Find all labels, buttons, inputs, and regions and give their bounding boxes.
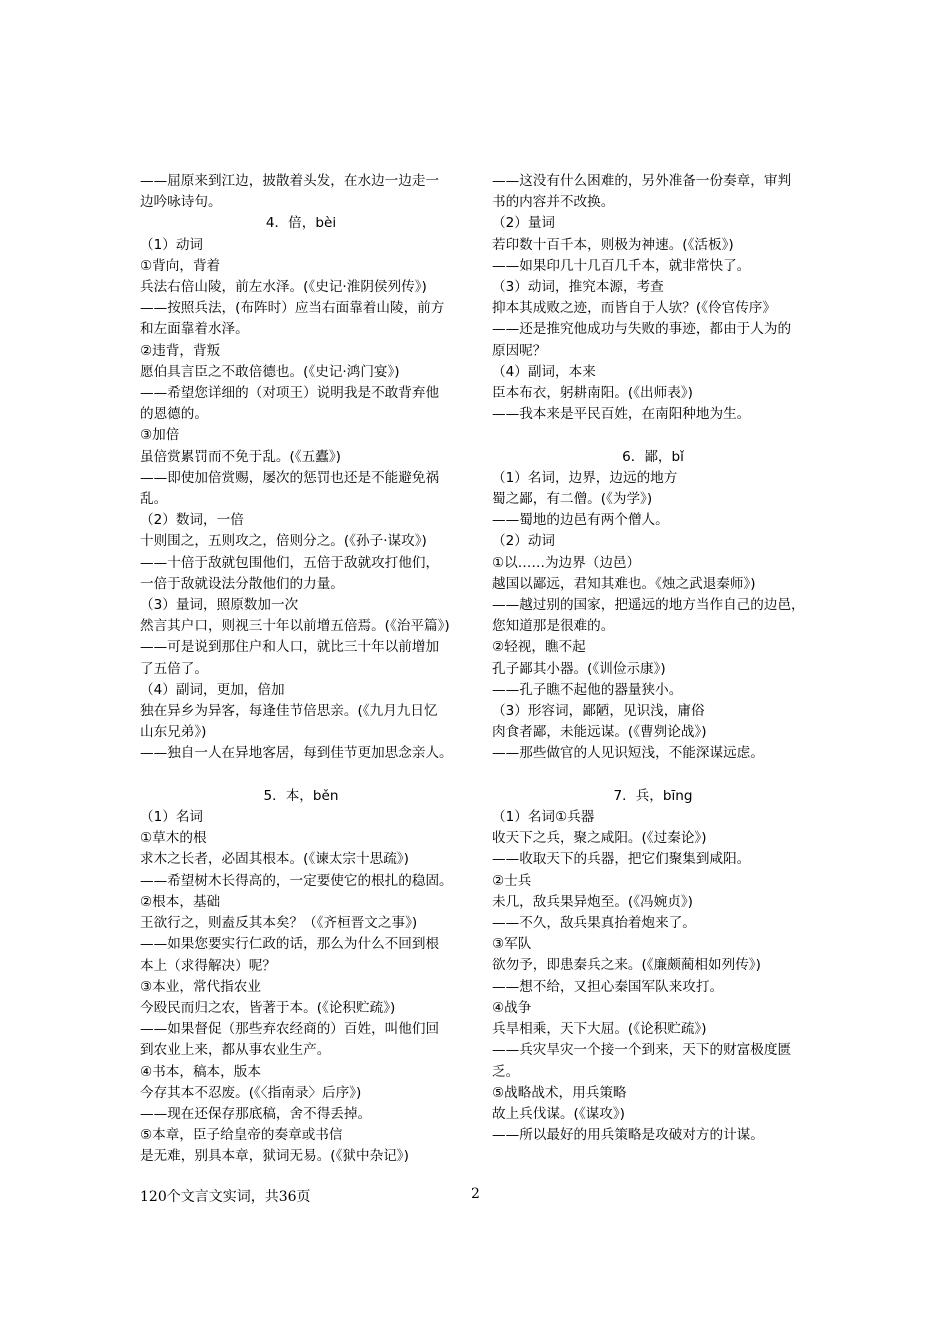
text-line: 本上（求得解决）呢？ bbox=[140, 957, 276, 974]
text-line: ——收取天下的兵器，把它们聚集到咸阳。 bbox=[492, 851, 751, 868]
text-line: ③加倍 bbox=[140, 427, 180, 444]
footer-doc-label: 120个文言文实词，共36页 bbox=[140, 1189, 311, 1205]
text-line: 乱。 bbox=[140, 491, 168, 508]
text-line: 十则围之，五则攻之，倍则分之。(《孙子·谋攻》) bbox=[140, 533, 427, 550]
entry-heading: 4．倍，bèi bbox=[265, 215, 337, 232]
text-line: 乏。 bbox=[492, 1063, 520, 1080]
text-line: ——现在还保存那底稿，舍不得丢掉。 bbox=[140, 1105, 372, 1122]
text-line: 兵旱相乘，天下大屈。(《论积贮疏》) bbox=[492, 1021, 707, 1038]
entry-heading: 6．鄙，bǐ bbox=[622, 448, 684, 465]
text-line: ——希望您详细的（对项王）说明我是不敢背弃他 bbox=[140, 385, 440, 402]
text-line: ③本业，常代指农业 bbox=[140, 978, 261, 995]
text-line: ——越过别的国家，把遥远的地方当作自己的边邑， bbox=[492, 597, 805, 614]
text-line: （3）形容词，鄙陋，见识浅，庸俗 bbox=[492, 703, 705, 720]
text-line: 是无难，别具本章，狱词无易。(《狱中杂记》) bbox=[140, 1148, 409, 1165]
text-line: ①以……为边界（边邑） bbox=[492, 554, 641, 571]
text-line: 兵法右倍山陵，前左水泽。(《史记·淮阴侯列传》) bbox=[140, 279, 427, 296]
left-column bbox=[140, 171, 462, 1168]
text-line: 山东兄弟》) bbox=[140, 724, 207, 741]
text-line: 抑本其成败之迹，而皆自于人欤？(《伶官传序》 bbox=[492, 300, 776, 317]
spacer bbox=[140, 765, 462, 786]
text-line: 原因呢？ bbox=[492, 342, 547, 359]
text-line: ④书本，稿本，版本 bbox=[140, 1063, 261, 1080]
text-line: 今殴民而归之农，皆著于本。(《论积贮疏》) bbox=[140, 999, 396, 1016]
text-line: ——蜀地的边邑有两个僧人。 bbox=[492, 512, 669, 529]
text-line: （3）动词，推究本源，考查 bbox=[492, 279, 664, 296]
text-line: ⑤本章，臣子给皇帝的奏章或书信 bbox=[140, 1127, 343, 1144]
text-line: ②士兵 bbox=[492, 872, 532, 889]
text-line: ②根本，基础 bbox=[140, 893, 221, 910]
entry-heading: 5．本，běn bbox=[263, 787, 339, 804]
text-line: 王欲行之，则盍反其本矣？（《齐桓晋文之事》) bbox=[140, 915, 418, 932]
text-line: 一倍于敌就设法分散他们的力量。 bbox=[140, 575, 344, 592]
text-line: 求木之长者，必固其根本。(《谏太宗十思疏》) bbox=[140, 851, 409, 868]
text-line: 臣本布衣，躬耕南阳。(《出师表》) bbox=[492, 385, 693, 402]
text-line: （3）量词，照原数加一次 bbox=[140, 597, 299, 614]
text-line: ——不久，敌兵果真抬着炮来了。 bbox=[492, 915, 696, 932]
text-line: 边吟咏诗句。 bbox=[140, 194, 222, 211]
text-line: （2）数词，一倍 bbox=[140, 512, 244, 529]
text-line: 独在异乡为异客，每逢佳节倍思亲。(《九月九日忆 bbox=[140, 703, 438, 720]
text-line: （1）名词①兵器 bbox=[492, 809, 595, 826]
text-line: ——这没有什么困难的，另外准备一份奏章，审判 bbox=[492, 173, 792, 189]
text-line: （4）副词，本来 bbox=[492, 363, 596, 380]
text-line: 了五倍了。 bbox=[140, 660, 208, 677]
text-line: （1）名词 bbox=[140, 809, 204, 826]
text-line: ——还是推究他成功与失败的事迹，都由于人为的 bbox=[492, 321, 792, 338]
text-line: 和左面靠着水泽。 bbox=[140, 321, 249, 338]
text-line: 若印数十百千本，则极为神速。(《活板》) bbox=[492, 236, 734, 253]
text-line: （2）动词 bbox=[492, 533, 556, 550]
text-line: 虽倍赏累罚而不免于乱。(《五蠹》) bbox=[140, 448, 341, 465]
page-number: 2 bbox=[471, 1186, 480, 1202]
text-line: ①背向，背着 bbox=[140, 257, 221, 274]
entry-heading: 7．兵，bīng bbox=[613, 787, 693, 804]
text-line: 故上兵伐谋。(《谋攻》) bbox=[492, 1105, 625, 1122]
text-line: 越国以鄙远，君知其难也。《烛之武退秦师》) bbox=[492, 575, 756, 592]
text-line: 肉食者鄙，未能远谋。(《曹刿论战》) bbox=[492, 724, 707, 741]
text-line: ——如果印几十几百几千本，就非常快了。 bbox=[492, 257, 751, 274]
text-line: ——孔子瞧不起他的器量狭小。 bbox=[492, 681, 683, 698]
text-line: ④战争 bbox=[492, 999, 532, 1016]
text-line: 孔子鄙其小器。(《训俭示康》) bbox=[492, 660, 666, 677]
text-line: ——所以最好的用兵策略是攻破对方的计谋。 bbox=[492, 1127, 764, 1144]
text-line: ②轻视，瞧不起 bbox=[492, 639, 586, 656]
text-line: ②违背，背叛 bbox=[140, 342, 221, 359]
text-line: ——按照兵法，(布阵时）应当右面靠着山陵，前方 bbox=[140, 300, 445, 317]
text-line: 今存其本不忍废。(《〈指南录〉后序》) bbox=[140, 1084, 362, 1101]
text-line: 愿伯具言臣之不敢倍德也。(《史记·鸿门宴》) bbox=[140, 363, 400, 380]
text-line: ——希望树木长得高的，一定要使它的根扎的稳固。 bbox=[140, 872, 453, 889]
text-line: 书的内容并不改换。 bbox=[492, 194, 615, 211]
text-line: ——十倍于敌就包围他们，五倍于敌就攻打他们， bbox=[140, 554, 440, 571]
text-line: 到农业上来，都从事农业生产。 bbox=[140, 1042, 331, 1059]
text-line: 然言其户口，则视三十年以前增五倍焉。(《治平篇》) bbox=[140, 618, 450, 635]
text-line: ——屈原来到江边，披散着头发，在水边一边走一 bbox=[140, 173, 440, 189]
text-line: 未几，敌兵果异炮至。(《冯婉贞》) bbox=[492, 893, 693, 910]
text-line: 蜀之鄙，有二僧。(《为学》) bbox=[492, 491, 653, 508]
right-column bbox=[492, 171, 814, 1146]
text-line: 您知道那是很难的。 bbox=[492, 618, 615, 635]
spacer bbox=[492, 425, 814, 446]
text-line: ——我本来是平民百姓，在南阳种地为生。 bbox=[492, 406, 751, 423]
text-line: ——即使加倍赏赐，屡次的惩罚也还是不能避免祸 bbox=[140, 469, 440, 486]
text-line: ——想不给，又担心秦国军队来攻打。 bbox=[492, 978, 724, 995]
text-line: ⑤战略战术，用兵策略 bbox=[492, 1084, 627, 1101]
text-line: 收天下之兵，聚之咸阳。(《过秦论》) bbox=[492, 830, 707, 847]
text-line: （2）量词 bbox=[492, 215, 556, 232]
text-line: ——如果您要实行仁政的话，那么为什么不回到根 bbox=[140, 936, 440, 953]
text-line: ——独自一人在异地客居，每到佳节更加思念亲人。 bbox=[140, 745, 453, 762]
text-line: ——那些做官的人见识短浅，不能深谋远虑。 bbox=[492, 745, 764, 762]
text-line: 的恩德的。 bbox=[140, 406, 208, 423]
text-line: ①草木的根 bbox=[140, 830, 207, 847]
text-line: （1）动词 bbox=[140, 236, 204, 253]
text-line: （1）名词，边界，边远的地方 bbox=[492, 469, 678, 486]
text-line: 欲勿予，即患秦兵之来。(《廉颇蔺相如列传》) bbox=[492, 957, 761, 974]
text-line: ——兵灾旱灾一个接一个到来，天下的财富极度匮 bbox=[492, 1042, 792, 1059]
text-line: ③军队 bbox=[492, 936, 532, 953]
text-line: ——可是说到那住户和人口，就比三十年以前增加 bbox=[140, 639, 440, 656]
text-line: （4）副词，更加，倍加 bbox=[140, 681, 285, 698]
spacer bbox=[492, 765, 814, 786]
text-line: ——如果督促（那些弃农经商的）百姓，叫他们回 bbox=[140, 1021, 440, 1038]
